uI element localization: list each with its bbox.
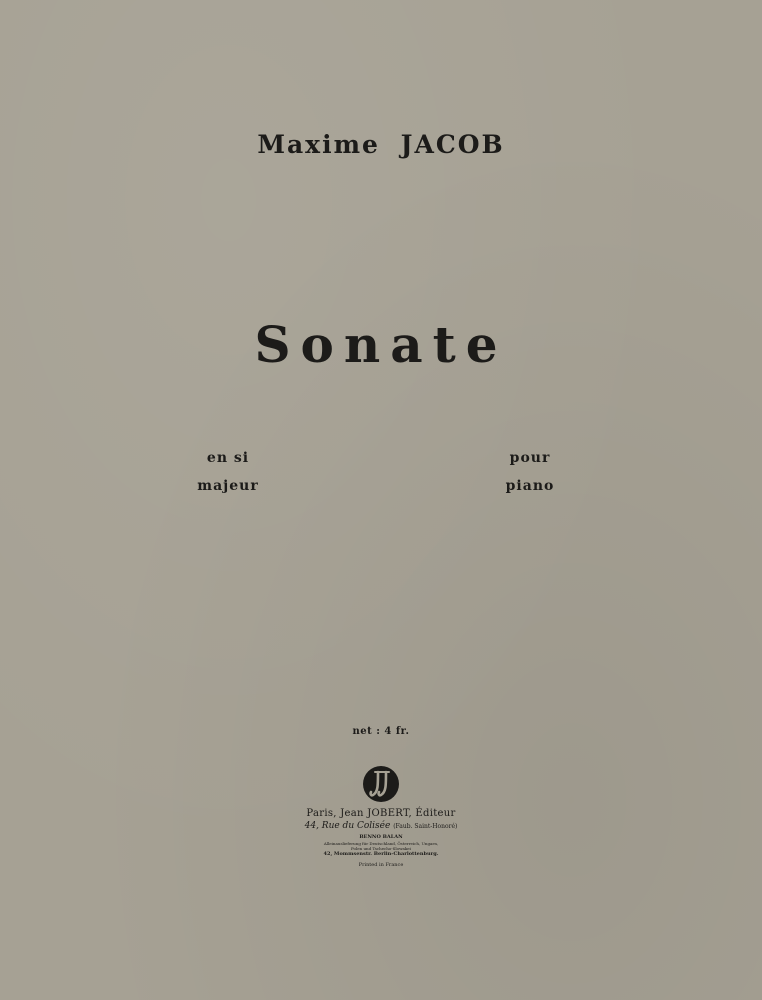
publisher-address: 44, Rue du Colisée	[304, 821, 391, 831]
publisher-address-line	[286, 820, 476, 833]
agent-name: BENNO BALAN	[359, 834, 403, 840]
composer-name: Maxime JACOB	[257, 130, 505, 159]
agent-address: 42, Mommsenstr. Berlin-Charlottenburg.	[323, 851, 439, 857]
agent-note-2: Polen und Tschecho-Slowakei	[351, 846, 411, 851]
instrument-line-2: piano	[505, 478, 555, 494]
agent-note-1: Alleinauslieferung für Deutschland, Österreich, Ungarn,	[323, 841, 439, 846]
jobert-monogram-icon	[361, 764, 401, 804]
key-line-1: en si	[206, 450, 250, 466]
publisher-logo	[361, 764, 401, 809]
key-info	[178, 444, 278, 500]
price-label: net : 4 fr.	[352, 726, 410, 737]
instrument-line-1: pour	[509, 450, 551, 466]
printed-in: Printed in France	[358, 862, 404, 868]
instrument-info	[480, 444, 580, 500]
publisher-address-note: (Faub. Saint-Honoré)	[393, 823, 458, 830]
publisher-line: Paris, Jean JOBERT, Éditeur	[306, 808, 456, 819]
key-line-2: majeur	[197, 478, 259, 494]
publisher-imprint	[286, 808, 476, 869]
work-title: Sonate	[254, 315, 508, 374]
